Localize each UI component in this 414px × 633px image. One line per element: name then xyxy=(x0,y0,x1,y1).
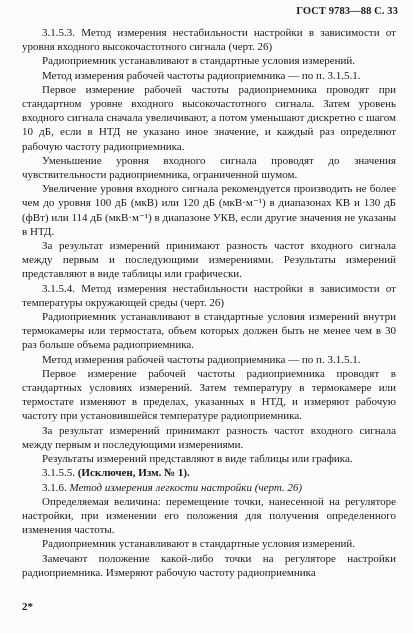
clause-number: 3.1.6. xyxy=(42,481,67,494)
paragraph: Метод измерения рабочей частоты радиоприемника — по п. 3.1.5.1. xyxy=(42,353,361,366)
page-footer-signature: 2* xyxy=(22,601,33,613)
paragraph: Радиоприемник устанавливают в стандартные условия измерений. xyxy=(42,55,355,68)
paragraph-3154: 3.1.5.4. Метод измерения нестабильности настройки в зависимости от температуры окружающей среды (черт. 26) xyxy=(22,282,396,309)
paragraph: Определяемая величина: перемещение точки, нанесенной на регуляторе настройки, при изменении его положения для получения определенного изменения частоты. xyxy=(22,495,396,537)
page-body xyxy=(22,26,396,580)
excluded-note: (Исключен, Изм. № 1). xyxy=(77,467,190,480)
paragraph: Первое измерение рабочей частоты радиоприемника проводят при стандартном уровне входного высокочастотного сигнала. Затем уровень входного сигнала сначала увеличивают, а потом уменьшают дискретно с шагом 10 дБ, если в НТД не указано иное значение, и каждый раз определяют рабочую частоту радиоприемника. xyxy=(22,83,396,153)
paragraph-316 xyxy=(22,481,396,495)
clause-number: 3.1.5.5. xyxy=(42,467,75,480)
paragraph: Уменьшение уровня входного сигнала проводят до значения чувствительности радиоприемника, ограниченной шумом. xyxy=(22,154,396,182)
paragraph: За результат измерений принимают разность частот входного сигнала между первым и последующими измерениями. xyxy=(22,424,396,451)
paragraph: Результаты измерений представляют в виде таблицы или графика. xyxy=(42,453,353,466)
paragraph: Радиоприемник устанавливают в стандартные условия измерений внутри термокамеры или термостата, объем которых должен быть не менее чем в 30 раз больше объема радиоприемника. xyxy=(22,311,396,352)
paragraph: Замечают положение какой-либо точки на регуляторе настройки радиоприемника. Измеряют рабочую частоту радиоприемника xyxy=(22,552,396,579)
paragraph-3153: 3.1.5.3. Метод измерения нестабильности настройки в зависимости от уровня входного высокочастотного сигнала (черт. 26) xyxy=(22,27,396,54)
section-title: Метод измерения легкости настройки (черт. 26) xyxy=(69,481,303,494)
paragraph: Радиоприемник устанавливают в стандартные условия измерений. xyxy=(42,538,355,551)
paragraph: Первое измерение рабочей частоты радиоприемника проводят в стандартных условиях измерений. Затем температуру в термокамере или термостате изменяют в пределах, указанных в НТД, и измеряют рабочую частоту при установившейся температуре радиоприемника. xyxy=(22,367,396,423)
paragraph-3155 xyxy=(22,466,396,480)
page-header: ГОСТ 9783—88 С. 33 xyxy=(296,6,398,17)
paragraph: За результат измерений принимают разность частот входного сигнала между первым и последующими измерениями. Результаты измерений представляют в виде таблицы или графически. xyxy=(22,240,396,281)
paragraph: Метод измерения рабочей частоты радиоприемника — по п. 3.1.5.1. xyxy=(42,69,361,82)
paragraph: Увеличение уровня входного сигнала рекомендуется производить не более чем до уровня 100 дБ (мкВ) или 120 дБ (мкВ·м⁻¹) в диапазонах КВ и 130 дБ (фВт) или 114 дБ (мкВ·м⁻¹) в диапазоне УКВ, если другие значения не указаны в НТД. xyxy=(22,183,396,238)
